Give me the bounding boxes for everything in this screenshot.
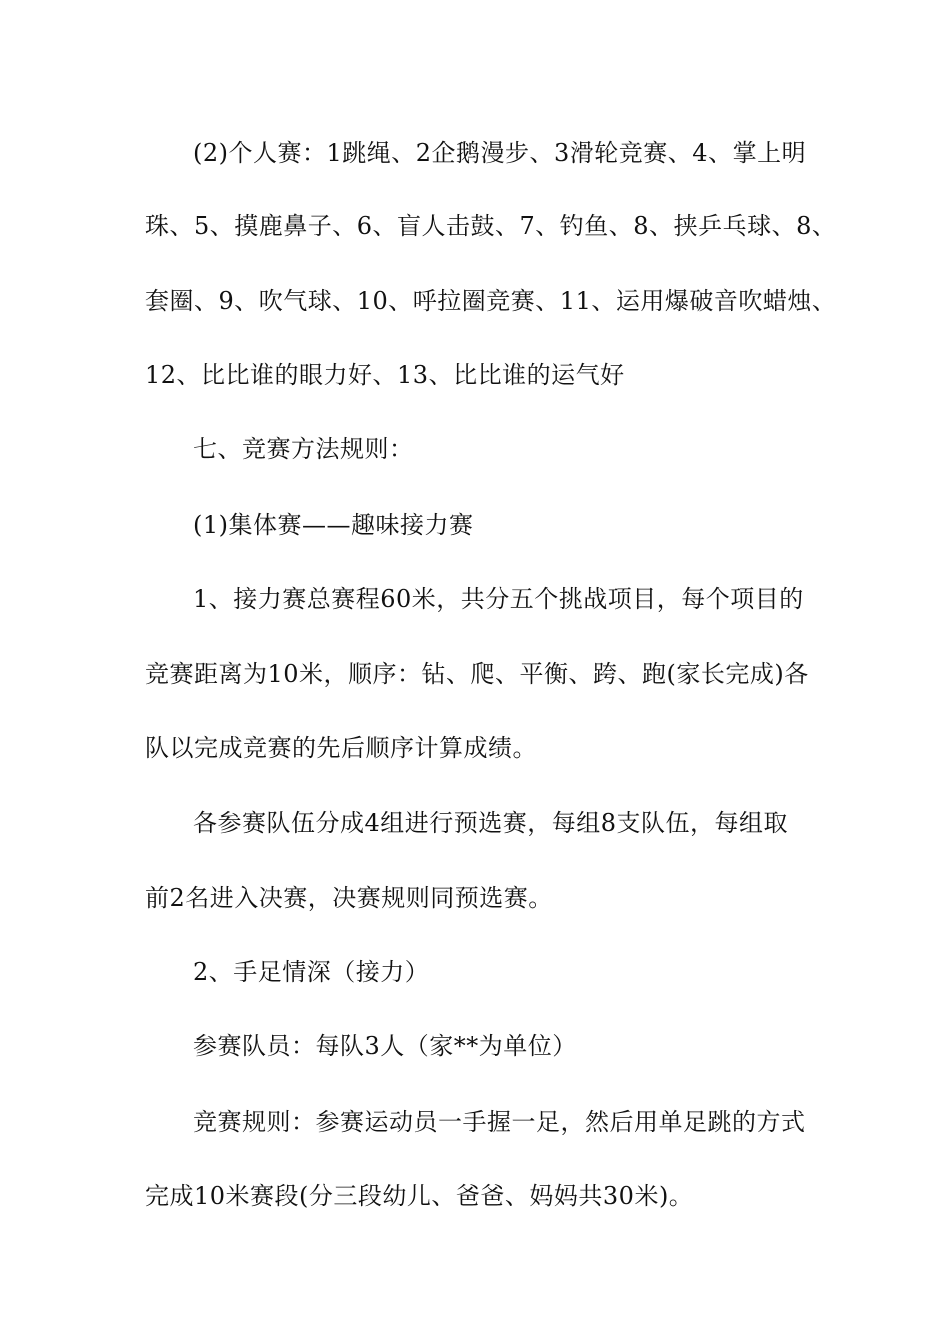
- text-line: 完成10米赛段(分三段幼儿、爸爸、妈妈共30米)。: [145, 1182, 694, 1210]
- text-line: 12、比比谁的眼力好、13、比比谁的运气好: [145, 361, 625, 389]
- text-line: 参赛队员：每队3人（家**为单位）: [193, 1032, 577, 1060]
- text-line: 队以完成竞赛的先后顺序计算成绩。: [145, 734, 537, 762]
- section-heading: 七、竞赛方法规则：: [193, 435, 414, 463]
- subsection-heading: (1)集体赛——趣味接力赛: [193, 511, 474, 539]
- text-line: 套圈、9、吹气球、10、呼拉圈竞赛、11、运用爆破音吹蜡烛、: [145, 287, 837, 315]
- item-heading: 2、手足情深（接力）: [193, 958, 430, 986]
- text-line: 1、接力赛总赛程60米，共分五个挑战项目，每个项目的: [193, 585, 804, 613]
- text-line: 前2名进入决赛，决赛规则同预选赛。: [145, 884, 553, 912]
- text-line: 竞赛距离为10米，顺序：钻、爬、平衡、跨、跑(家长完成)各: [145, 660, 809, 688]
- text-line: (2)个人赛：1跳绳、2企鹅漫步、3滑轮竞赛、4、掌上明: [193, 139, 807, 167]
- text-line: 珠、5、摸鹿鼻子、6、盲人击鼓、7、钓鱼、8、挟乒乓球、8、: [145, 212, 837, 240]
- text-line: 竞赛规则：参赛运动员一手握一足，然后用单足跳的方式: [193, 1108, 806, 1136]
- text-line: 各参赛队伍分成4组进行预选赛，每组8支队伍，每组取: [193, 809, 789, 837]
